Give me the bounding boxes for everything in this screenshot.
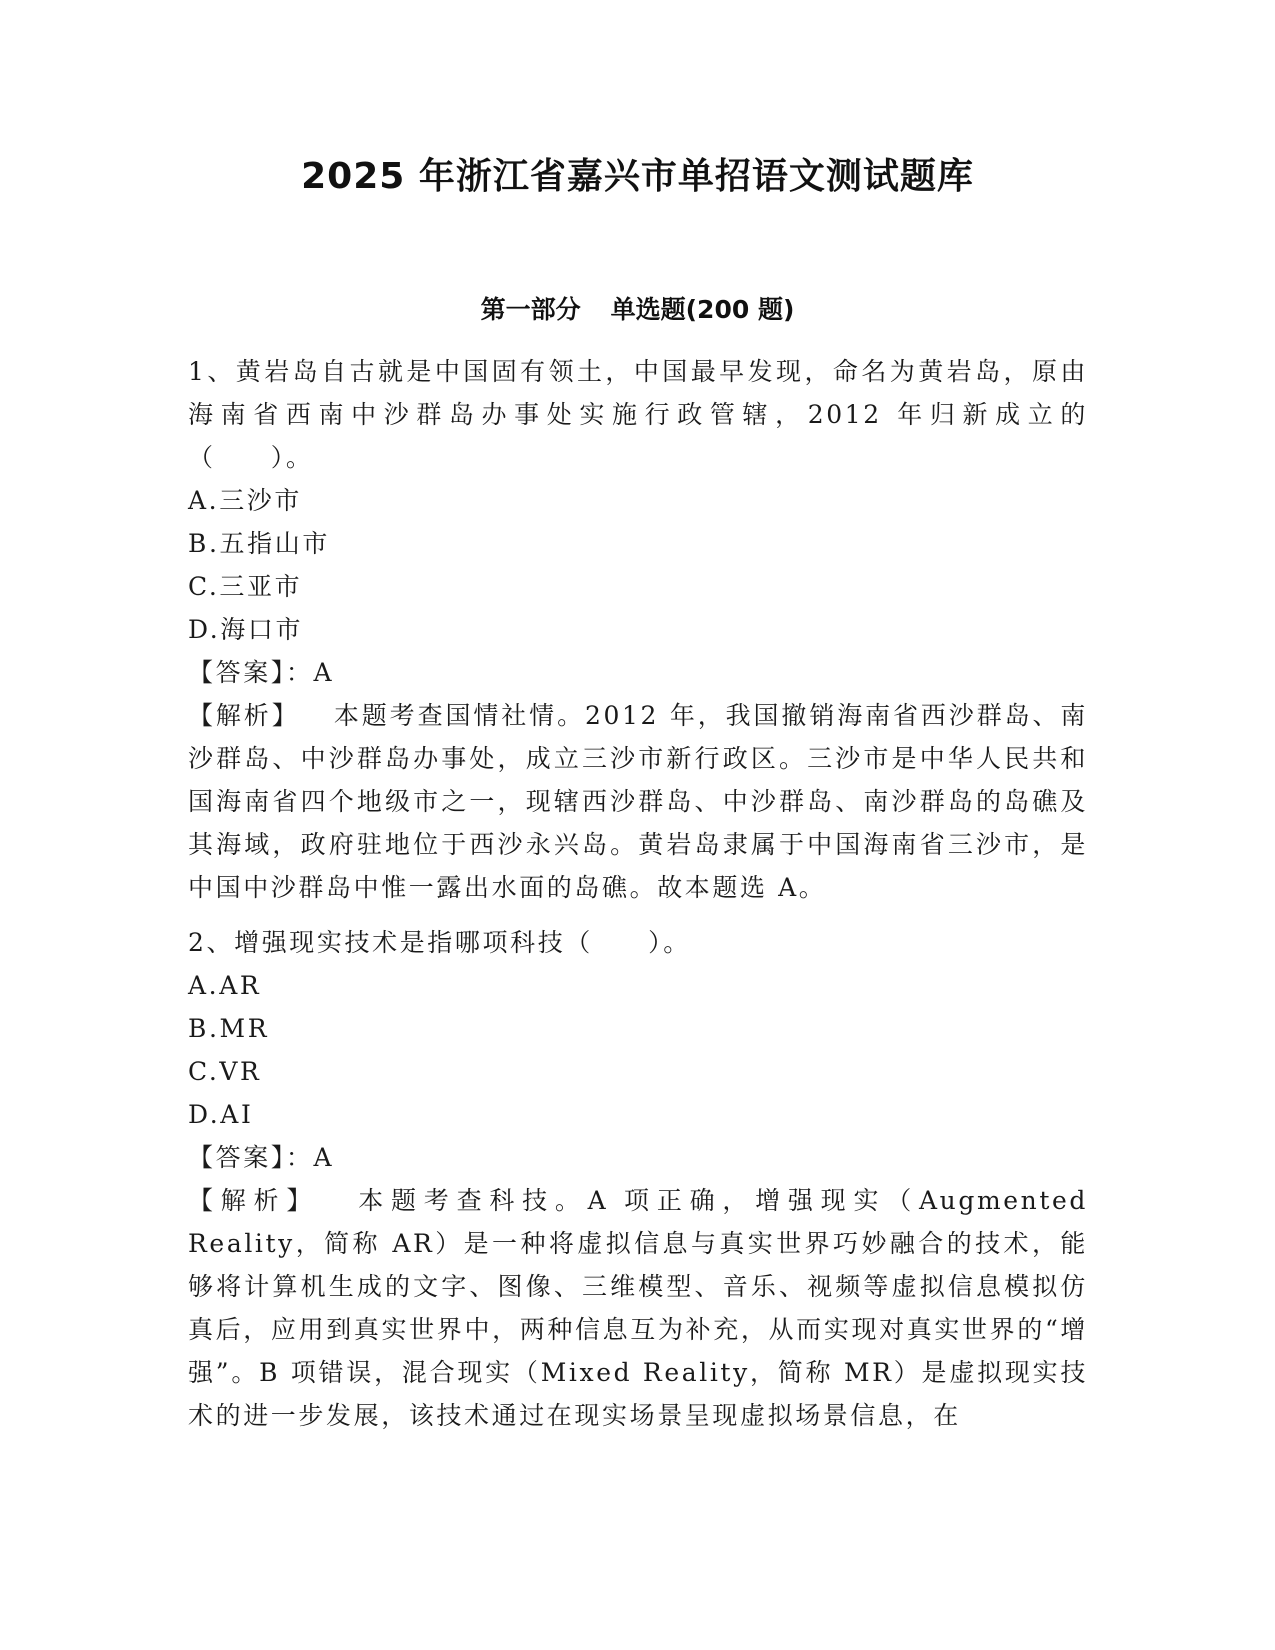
analysis-label: 【解析】: [188, 1186, 320, 1215]
analysis-text: 本题考查科技。A 项正确，增强现实（Augmented Reality，简称 AR）是一种将虚拟信息与真实世界巧妙融合的技术，能够将计算机生成的文字、图像、三维模型、音乐、视频等虚拟信息模拟仿真后，应用到真实世界中，两种信息互为补充，从而实现对真实世界的“增强”。B 项错误，混合现实（Mixed Reality，简称 MR）是虚拟现实技术的进一步发展，该技术通过在现实场景呈现虚拟场景信息，在: [188, 1186, 1099, 1430]
question-stem: 1、黄岩岛自古就是中国固有领土，中国最早发现，命名为黄岩岛，原由海南省西南中沙群岛办事处实施行政管辖，2012 年归新成立的（ ）。: [188, 357, 1088, 472]
option-d: D.AI: [188, 1100, 254, 1129]
answer-value: A: [313, 658, 335, 687]
analysis-block: [188, 694, 1088, 909]
analysis-text: 本题考查国情社情。2012 年，我国撤销海南省西沙群岛、南沙群岛、中沙群岛办事处，成立三沙市新行政区。三沙市是中华人民共和国海南省四个地级市之一，现辖西沙群岛、中沙群岛、南沙群岛的岛礁及其海域，政府驻地位于西沙永兴岛。黄岩岛隶属于中国海南省三沙市，是中国中沙群岛中惟一露出水面的岛礁。故本题选 A。: [188, 701, 1088, 902]
answer-value: A: [313, 1143, 335, 1172]
answer-line: [188, 1136, 1088, 1179]
document-title: 2025 年浙江省嘉兴市单招语文测试题库: [301, 156, 974, 197]
analysis-block: [188, 1179, 1099, 1437]
answer-line: [188, 651, 1088, 694]
option-a: A.三沙市: [188, 486, 303, 515]
section-part: 第一部分: [480, 295, 581, 324]
option-b: B.MR: [188, 1014, 270, 1043]
option-c: C.三亚市: [188, 572, 303, 601]
answer-label: 【答案】：: [188, 658, 314, 687]
analysis-label: 【解析】: [188, 701, 300, 730]
section-heading: [0, 290, 1275, 326]
question-2: [188, 921, 1099, 1437]
option-b: B.五指山市: [188, 529, 330, 558]
section-name: 单选题(200 题): [610, 295, 795, 324]
option-d: D.海口市: [188, 615, 304, 644]
option-a: A.AR: [188, 971, 262, 1000]
option-c: C.VR: [188, 1057, 262, 1086]
question-1: [188, 350, 1088, 909]
question-list: [188, 350, 1099, 1437]
answer-label: 【答案】：: [188, 1143, 314, 1172]
question-stem: 2、增强现实技术是指哪项科技（ ）。: [188, 928, 691, 957]
